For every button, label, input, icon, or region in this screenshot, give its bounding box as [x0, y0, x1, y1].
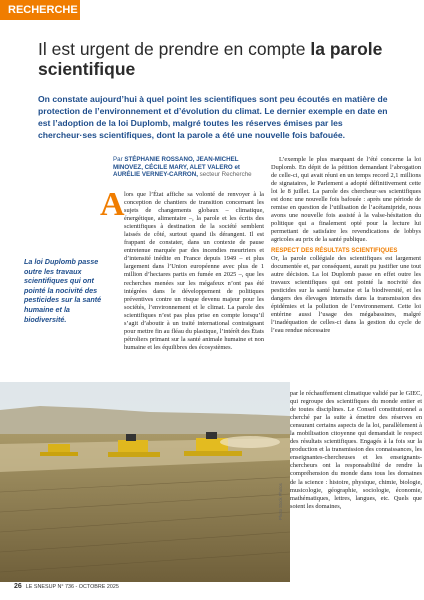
section-subhead: RESPECT DES RÉSULTATS SCIENTIFIQUES — [271, 247, 398, 254]
article-title — [38, 39, 398, 79]
body-column-right-lower — [290, 390, 422, 511]
body-column-right — [271, 156, 421, 335]
section-tag: RECHERCHE — [0, 0, 80, 20]
byline-authors: STÉPHANIE ROSSANO, JEAN-MICHEL MINOVEZ, CÉCILE MARY, ALET VALERO et AURÉLIE VERNEY-CARRON, — [113, 156, 240, 179]
body-text-right: L’exemple le plus marquant de l’été concerne la loi Duplomb. En dépit de la pétition demandant l’abrogation de celle-ci, qui avait réuni en un temps record 2,1 millions de signataires, le Parlement a adopté définitivement cette loi le 8 juillet. La parole des chercheur·ses scientifiques est donc une nouvelle fois bafouée : après une période de remise en question de l’utilisation de l’acétamipride, nous avons une nouvelle fois assisté à la valse-hésitation du politique qui a finalement opté pour la lecture lui permettant de satisfaire les revendications de lobbys agricoles au prix de la santé publique. — [271, 156, 421, 244]
page-number: 26 — [14, 583, 22, 590]
publication-info: LE SNESUP N° 736 - OCTOBRE 2025 — [25, 584, 119, 590]
body-text-right-2: Or, la parole collégiale des scientifiques est largement documentée et, par conséquent, aurait pu justifier une tout autre décision. La loi Duplomb passe en effet outre les travaux scientifiques qui ont pointé la nocivité des pesticides sur la santé humaine et la biodiversité, et les dangers des élevages intensifs dans la transmission des épidémies et la pollution de l’environnement. Cette loi entérine aussi l’usage des mégabassines, malgré l’inadéquation de celles-ci dans la gestion du cycle de l’eau rendue nécessaire — [271, 254, 421, 334]
byline-role: secteur Recherche — [199, 171, 252, 179]
title-bold: la parole scientifique — [38, 39, 383, 79]
harvest-photo-image — [0, 382, 290, 582]
byline — [113, 156, 265, 179]
body-text-left: lors que l’État affiche sa volonté de renvoyer à la conception de chantiers de transition concernant les sujets de changements globaux – climatique, énergétique, alimentaire –, la parole et les écrits des scientifiques à destination de la société semblent laissés de côté, surtout quand ils dérangent. Il est frappant de constater, dans un contexte de pause entretenue marquée par des incendies meurtriers et d’intensité inédite en France depuis 1949 – et plus largement dans l’Union européenne avec plus de 1 million d’hectares partis en fumée en 2025 –, que les recherches menées sur les mégafeux n’ont pas été intégrées dans le développement de politiques préventives contre un risque devenu majeur pour les sociétés, l’environnement et le climat. La parole des scientifiques n’est pas plus prise en compte lorsqu’il s’agit d’aboutir à un traité international contraignant pour mettre fin au fléau du plastique, l’intérêt des États pétroliers primant sur la santé animale humaine et non humaine et les équilibres des écosystèmes. — [124, 191, 264, 351]
byline-prefix: Par — [113, 156, 123, 163]
page-footer — [14, 583, 119, 590]
harvest-photo — [0, 382, 290, 582]
article-lead: On constate aujourd’hui à quel point les scientifiques sont peu écoutés en matière de protection de l’environnement et d’évolution du climat. Le dernier exemple en date en est l’adoption de la loi Duplomb, malgré toutes les réserves émises par les chercheur·ses scientifiques, dont la parole a été une nouvelle fois bafouée. — [38, 94, 388, 140]
photo-credit: Photo Stock Photos — [278, 483, 283, 520]
body-text-right-3: par le réchauffement climatique validé par le GIEC, qui regroupe des scientifiques du monde entier et de toutes disciplines. Le Conseil constitutionnel a cherché par la suite à émettre des réserves en censurant certains aspects de la loi, parallèlement à la mobilisation citoyenne qui demandait le respect des résultats scientifiques. Engagés à la fois sur la production et la transmission des connaissances, les enseignantes-chercheuses et les enseignants-chercheurs ont la responsabilité de rendre la compréhension du monde dans tous les domaines de la science : histoire, physique, chimie, biologie, musicologie, géographie, sociologie, économie, mathématiques, lettres, langues, etc. Quels que soient les domaines, — [290, 390, 422, 510]
title-normal: Il est urgent de prendre en compte — [38, 39, 311, 59]
drop-cap: A — [100, 186, 125, 223]
pull-quote: La loi Duplomb passe outre les travaux scientifiques qui ont pointé la nocivité des pesticides sur la santé humaine et la biodiversité. — [24, 257, 102, 324]
body-column-left — [112, 191, 264, 352]
